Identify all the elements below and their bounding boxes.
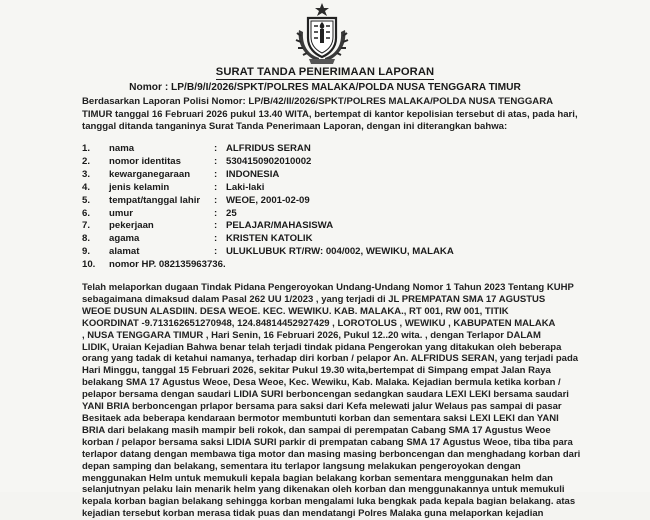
field-row: [82, 208, 602, 220]
field-label: kewarganegaraan: [109, 168, 191, 180]
field-label: nama: [109, 143, 135, 154]
field-colon: :: [214, 194, 218, 206]
narrative-line: LIDIK, Uraian Kejadian Bahwa benar telah terjadi tindak pidana Pengerokan yang ditakukan oleh beberapa: [82, 341, 562, 353]
field-label: tempat/tanggal lahir: [109, 194, 201, 206]
field-label: pekerjaan: [109, 220, 154, 232]
narrative-line: kepala korban bagian belakang sehingga korban mengalami luka bengkak pada kepala bagian belakang. atas: [82, 496, 576, 508]
field-row: [82, 246, 602, 258]
field-row: [82, 143, 602, 155]
field-colon: :: [214, 181, 218, 193]
field-row: [82, 259, 602, 271]
field-row: [82, 156, 602, 168]
intro-paragraph: [82, 96, 602, 134]
field-number: 6.: [82, 207, 91, 219]
field-label: nomor HP. 082135963736.: [109, 259, 226, 271]
field-number: 9.: [82, 246, 91, 258]
field-row: [82, 233, 602, 245]
field-number: 7.: [82, 220, 91, 232]
field-value: ALFRIDUS SERAN: [226, 143, 311, 154]
field-number: 10.: [82, 259, 96, 271]
narrative-line: orang yang tadak di ketahui namanya, terhadap diri korban / pelapor An. ALFRIDUS SERAN, yang terjadi pada: [82, 353, 579, 365]
field-number: 5.: [82, 194, 91, 206]
field-row: [82, 169, 602, 181]
police-emblem-icon: [289, 2, 355, 66]
narrative-line: sebagaimana dimaksud dalam Pasal 262 UU 1/2023 , yang terjadi di JL PREMPATAN SMA 17 AGUSTUS: [82, 293, 546, 305]
field-value: 5304150902010002: [226, 155, 312, 167]
field-number: 3.: [82, 168, 91, 180]
field-number: 2.: [82, 155, 91, 167]
document-title: [0, 66, 650, 78]
narrative-line: Hari Minggu, tanggal 15 Februari 2026, sekitar Pukul 19.30 wita,bertempat di Simpang empat Jalan Raya: [82, 365, 551, 377]
field-value: WEOE, 2001-02-09: [226, 194, 310, 206]
narrative-line: KOORDINAT -9.713162651270948, 124.84814452927429 , LOROTOLUS , WEWIKU , KABUPATEN MALAKA: [82, 317, 556, 329]
narrative-line: Telah melaporkan dugaan Tindak Pidana Pengeroyokan Undang-Undang Nomor 1 Tahun 2023 Tentang KUHP: [82, 282, 574, 293]
field-label: agama: [109, 233, 140, 245]
document-title-text: SURAT TANDA PENERIMAAN LAPORAN: [215, 66, 435, 78]
intro-line: TIMUR tanggal 16 Februari 2026 pukul 13.40 WITA, bertempat di kantor kepolisian tersebut di atas, pada hari,: [82, 108, 578, 120]
narrative-line: terlapor datang dengan membawa tiga motor dan masing masing berboncengan dan menghadang korban dari: [82, 448, 581, 460]
intro-line: Berdasarkan Laporan Polisi Nomor: LP/B/42/II/2026/SPKT/POLRES MALAKA/POLDA NUSA TENGGARA: [82, 96, 554, 107]
narrative-line: belakang SMA 17 Agustus Weoe, Desa Weoe, Kec. Wewiku, Kab. Malaka. Kejadian bermula ketika korban /: [82, 377, 561, 389]
field-colon: :: [214, 155, 218, 167]
narrative-line: YANI BRIA berboncengan prlapor bersama para saksi dari Kefa melewati jalur Welaus pas sampai di pasar: [82, 401, 562, 413]
field-value: Laki-laki: [226, 181, 265, 193]
field-value: ULUKLUBUK RT/RW: 004/002, WEWIKU, MALAKA: [226, 246, 454, 258]
field-row: [82, 220, 602, 232]
narrative-line: pelapor bersama dengan saudari LIDIA SURI berboncengan sedangkan saudara LEXI LEKI bersama saudari: [82, 389, 569, 401]
field-row: [82, 182, 602, 194]
field-number: 4.: [82, 181, 91, 193]
narrative-line: selanjutnyan pelaku lain menarik helm yang dikenakan oleh korban dan menggunakannya untuk memukuli: [82, 484, 565, 496]
field-label: alamat: [109, 246, 140, 258]
field-colon: :: [214, 246, 218, 258]
field-value: PELAJAR/MAHASISWA: [226, 220, 334, 232]
narrative-line: menggunakan Helm untuk memukuli kepala bagian belakang korban sementara menggunakan helm dan: [82, 472, 553, 484]
field-colon: :: [214, 207, 218, 219]
document-number: Nomor : LP/B/9/I/2026/SPKT/POLRES MALAKA/POLDA NUSA TENGGARA TIMUR: [129, 82, 521, 93]
intro-line: tanggal ditanda tanganinya Surat Tanda Penerimaan Laporan, dengan ini diterangkan bahwa:: [82, 121, 508, 132]
field-row: [82, 195, 602, 207]
field-colon: :: [214, 143, 218, 154]
field-colon: :: [214, 168, 218, 180]
narrative-line: , NUSA TENGGARA TIMUR , Hari Senin, 16 Februari 2026, Pukul 12..20 wita. , dengan Terlapor DALAM: [82, 329, 541, 341]
narrative-line: depan samping dan belakang, sementara itu terlapor langsung melakukan pengeroyokan dengan: [82, 460, 521, 472]
field-colon: :: [214, 233, 218, 245]
field-value: KRISTEN KATOLIK: [226, 233, 313, 245]
field-number: 1.: [82, 143, 91, 154]
narrative-line: kejadian tersebut korban merasa tidak puas dan mendatangi Polres Malaka guna melaporkan kejadian: [82, 508, 544, 520]
narrative-line: korban / pelapor bersama saksi LIDIA SURI parkir di prempatan cabang SMA 17 Agustus Weoe, tiba tiba para: [82, 436, 573, 448]
field-label: jenis kelamin: [109, 181, 170, 193]
field-colon: :: [214, 220, 218, 232]
narrative-line: WEOE DUSUN ALASDIIN. DESA WEOE. KEC. WEWIKU. KAB. MALAKA., RT 001, RW 001, TITIK: [82, 305, 509, 317]
field-value: INDONESIA: [226, 168, 280, 180]
narrative-line: BRIA dari belakang masih mampir beli rokok, dan sampai di perempatan Cabang SMA 17 Agustus Weoe: [82, 424, 551, 436]
field-number: 8.: [82, 233, 91, 245]
report-narrative: [82, 282, 602, 520]
field-label: nomor identitas: [109, 155, 181, 167]
field-label: umur: [109, 207, 133, 219]
narrative-line: Besitaek ada beberapa kendaraan bermotor membuntuti korban dan sementara saksi LEXI LEKI dan YANI: [82, 412, 559, 424]
field-value: 25: [226, 207, 237, 219]
